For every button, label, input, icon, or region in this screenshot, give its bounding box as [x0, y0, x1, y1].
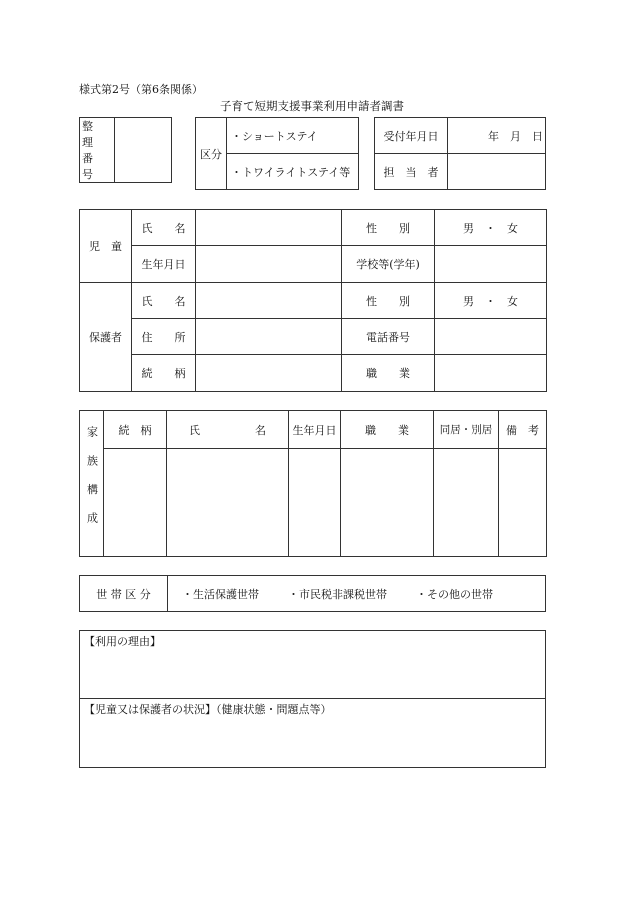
household-label: 世 帯 区 分: [80, 576, 168, 612]
form-id: 様式第2号（第6条関係）: [79, 83, 203, 96]
child-gender-field[interactable]: 男 ・ 女: [435, 210, 547, 246]
household-table: [79, 575, 546, 612]
staff-label: 担 当 者: [375, 154, 448, 190]
applicant-table: [79, 209, 547, 392]
family-job-field[interactable]: [341, 449, 434, 557]
family-header-relation: 続 柄: [104, 411, 167, 449]
guardian-phone-label: 電話番号: [342, 319, 435, 355]
page-title: 子育て短期支援事業利用申請者調書: [220, 99, 404, 113]
guardian-phone-field[interactable]: [435, 319, 547, 355]
seiri-box: [79, 117, 172, 183]
guardian-address-label: 住 所: [132, 319, 196, 355]
guardian-relation-label: 続 柄: [132, 355, 196, 392]
guardian-address-field[interactable]: [196, 319, 342, 355]
guardian-name-field[interactable]: [196, 283, 342, 319]
child-school-field[interactable]: [435, 246, 547, 283]
household-option-other[interactable]: ・その他の世帯: [416, 587, 493, 601]
reason-box[interactable]: [79, 630, 546, 699]
seiri-label-1: 整 理: [82, 120, 104, 149]
guardian-section-label: 保護者: [80, 283, 132, 392]
family-remarks-field[interactable]: [499, 449, 547, 557]
kubun-option-twilight-stay[interactable]: ・トワイライトステイ等: [227, 154, 359, 190]
family-dob-field[interactable]: [289, 449, 341, 557]
family-relation-field[interactable]: [104, 449, 167, 557]
guardian-name-label: 氏 名: [132, 283, 196, 319]
status-box[interactable]: [79, 698, 546, 768]
family-cohabit-field[interactable]: [434, 449, 499, 557]
family-header-job: 職 業: [341, 411, 434, 449]
kubun-option-short-stay[interactable]: ・ショートステイ: [227, 118, 359, 154]
child-name-field[interactable]: [196, 210, 342, 246]
received-label: 受付年月日: [375, 118, 448, 154]
guardian-gender-field[interactable]: 男 ・ 女: [435, 283, 547, 319]
status-label: 【児童又は保護者の状況】（健康状態・問題点等）: [84, 703, 332, 716]
child-section-label: 児 童: [80, 210, 132, 283]
family-header-remarks: 備 考: [499, 411, 547, 449]
child-gender-label: 性 別: [342, 210, 435, 246]
staff-field[interactable]: [448, 154, 546, 190]
family-header-dob: 生年月日: [289, 411, 341, 449]
child-name-label: 氏 名: [132, 210, 196, 246]
guardian-gender-label: 性 別: [342, 283, 435, 319]
seiri-label-2: 番 号: [82, 152, 104, 181]
family-table: [79, 410, 547, 557]
guardian-job-label: 職 業: [342, 355, 435, 392]
guardian-job-field[interactable]: [435, 355, 547, 392]
kubun-box: [195, 117, 359, 190]
family-side-label: 家族構成: [85, 426, 99, 541]
child-school-label: 学校等(学年): [342, 246, 435, 283]
family-header-name: 氏 名: [167, 411, 289, 449]
guardian-relation-field[interactable]: [196, 355, 342, 392]
household-option-tax-exempt[interactable]: ・市民税非課税世帯: [288, 587, 387, 601]
child-dob-label: 生年月日: [132, 246, 196, 283]
reception-box: [374, 117, 546, 190]
family-name-field[interactable]: [167, 449, 289, 557]
child-dob-field[interactable]: [196, 246, 342, 283]
received-date-field[interactable]: 年 月 日: [448, 118, 546, 154]
household-option-welfare[interactable]: ・生活保護世帯: [182, 587, 259, 601]
seiri-value-field[interactable]: [115, 118, 172, 183]
family-header-cohabit: 同居・別居: [434, 411, 499, 449]
reason-label: 【利用の理由】: [84, 635, 161, 648]
kubun-label: 区分: [196, 118, 227, 190]
